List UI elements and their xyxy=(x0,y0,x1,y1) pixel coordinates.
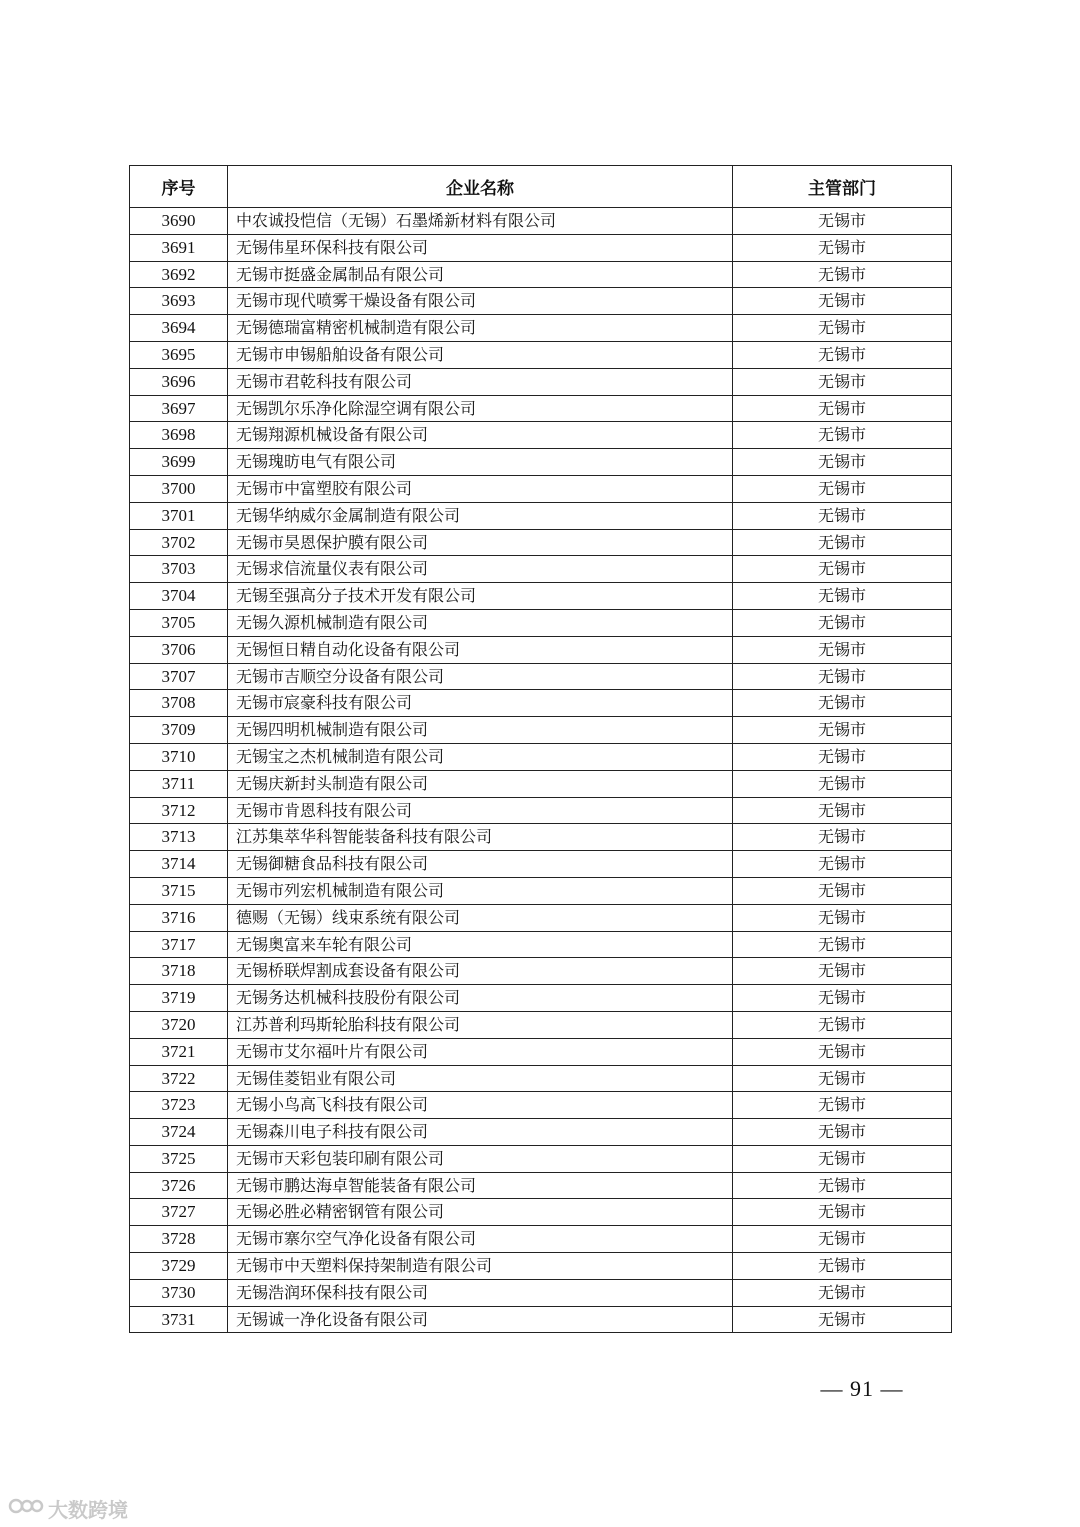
row-seq: 3699 xyxy=(130,449,228,476)
row-seq: 3708 xyxy=(130,690,228,717)
row-company-name: 无锡恒日精自动化设备有限公司 xyxy=(228,636,733,663)
table-row xyxy=(130,851,952,878)
row-company-name: 无锡四明机械制造有限公司 xyxy=(228,717,733,744)
row-company-name: 中农诚投恺信（无锡）石墨烯新材料有限公司 xyxy=(228,208,733,235)
row-dept: 无锡市 xyxy=(733,288,952,315)
row-company-name: 无锡市昊恩保护膜有限公司 xyxy=(228,529,733,556)
table-row xyxy=(130,1011,952,1038)
header-dept: 主管部门 xyxy=(733,166,952,208)
row-company-name: 无锡市肯恩科技有限公司 xyxy=(228,797,733,824)
watermark xyxy=(8,1494,128,1523)
table-row xyxy=(130,931,952,958)
row-company-name: 无锡至强高分子技术开发有限公司 xyxy=(228,583,733,610)
row-seq: 3730 xyxy=(130,1279,228,1306)
row-dept: 无锡市 xyxy=(733,743,952,770)
row-dept: 无锡市 xyxy=(733,663,952,690)
row-seq: 3711 xyxy=(130,770,228,797)
row-dept: 无锡市 xyxy=(733,475,952,502)
row-seq: 3697 xyxy=(130,395,228,422)
row-company-name: 无锡小鸟高飞科技有限公司 xyxy=(228,1092,733,1119)
table-row xyxy=(130,395,952,422)
row-seq: 3714 xyxy=(130,851,228,878)
row-company-name: 无锡市申锡船舶设备有限公司 xyxy=(228,341,733,368)
row-seq: 3729 xyxy=(130,1253,228,1280)
row-seq: 3701 xyxy=(130,502,228,529)
table-row xyxy=(130,1199,952,1226)
table-row xyxy=(130,422,952,449)
row-dept: 无锡市 xyxy=(733,395,952,422)
row-company-name: 无锡市君乾科技有限公司 xyxy=(228,368,733,395)
table-body xyxy=(130,208,952,1333)
table-row xyxy=(130,315,952,342)
row-seq: 3695 xyxy=(130,341,228,368)
row-seq: 3719 xyxy=(130,985,228,1012)
row-dept: 无锡市 xyxy=(733,824,952,851)
table-row xyxy=(130,663,952,690)
row-company-name: 无锡翔源机械设备有限公司 xyxy=(228,422,733,449)
table-row xyxy=(130,1092,952,1119)
row-company-name: 无锡市中天塑料保持架制造有限公司 xyxy=(228,1253,733,1280)
row-company-name: 江苏普利玛斯轮胎科技有限公司 xyxy=(228,1011,733,1038)
row-company-name: 无锡御糖食品科技有限公司 xyxy=(228,851,733,878)
row-seq: 3694 xyxy=(130,315,228,342)
row-seq: 3716 xyxy=(130,904,228,931)
row-seq: 3727 xyxy=(130,1199,228,1226)
row-company-name: 无锡务达机械科技股份有限公司 xyxy=(228,985,733,1012)
row-seq: 3710 xyxy=(130,743,228,770)
row-dept: 无锡市 xyxy=(733,770,952,797)
row-company-name: 无锡久源机械制造有限公司 xyxy=(228,609,733,636)
table-row xyxy=(130,717,952,744)
row-dept: 无锡市 xyxy=(733,1199,952,1226)
row-seq: 3720 xyxy=(130,1011,228,1038)
row-seq: 3705 xyxy=(130,609,228,636)
row-dept: 无锡市 xyxy=(733,208,952,235)
row-seq: 3726 xyxy=(130,1172,228,1199)
row-dept: 无锡市 xyxy=(733,422,952,449)
row-company-name: 无锡佳菱铝业有限公司 xyxy=(228,1065,733,1092)
row-dept: 无锡市 xyxy=(733,1119,952,1146)
row-dept: 无锡市 xyxy=(733,556,952,583)
row-dept: 无锡市 xyxy=(733,1011,952,1038)
row-dept: 无锡市 xyxy=(733,1145,952,1172)
row-company-name: 江苏集萃华科智能装备科技有限公司 xyxy=(228,824,733,851)
table-row xyxy=(130,368,952,395)
row-seq: 3691 xyxy=(130,234,228,261)
table-row xyxy=(130,904,952,931)
row-dept: 无锡市 xyxy=(733,609,952,636)
watermark-text: 大数跨境 xyxy=(48,1498,128,1522)
row-seq: 3703 xyxy=(130,556,228,583)
row-dept: 无锡市 xyxy=(733,1226,952,1253)
row-dept: 无锡市 xyxy=(733,1306,952,1333)
row-dept: 无锡市 xyxy=(733,1038,952,1065)
table-row xyxy=(130,690,952,717)
row-company-name: 无锡求信流量仪表有限公司 xyxy=(228,556,733,583)
row-dept: 无锡市 xyxy=(733,1172,952,1199)
row-dept: 无锡市 xyxy=(733,1253,952,1280)
row-company-name: 无锡宝之杰机械制造有限公司 xyxy=(228,743,733,770)
table-row xyxy=(130,1038,952,1065)
row-dept: 无锡市 xyxy=(733,636,952,663)
row-company-name: 无锡市宸豪科技有限公司 xyxy=(228,690,733,717)
table-row xyxy=(130,1253,952,1280)
row-company-name: 德赐（无锡）线束系统有限公司 xyxy=(228,904,733,931)
row-dept: 无锡市 xyxy=(733,1065,952,1092)
table-row xyxy=(130,1306,952,1333)
row-company-name: 无锡市挺盛金属制品有限公司 xyxy=(228,261,733,288)
row-company-name: 无锡奥富来车轮有限公司 xyxy=(228,931,733,958)
row-company-name: 无锡瑰昉电气有限公司 xyxy=(228,449,733,476)
row-company-name: 无锡森川电子科技有限公司 xyxy=(228,1119,733,1146)
row-seq: 3724 xyxy=(130,1119,228,1146)
row-dept: 无锡市 xyxy=(733,690,952,717)
table-row xyxy=(130,475,952,502)
row-seq: 3722 xyxy=(130,1065,228,1092)
table-row xyxy=(130,636,952,663)
row-seq: 3731 xyxy=(130,1306,228,1333)
row-seq: 3693 xyxy=(130,288,228,315)
row-seq: 3712 xyxy=(130,797,228,824)
table-row xyxy=(130,958,952,985)
table-row xyxy=(130,609,952,636)
row-company-name: 无锡诚一净化设备有限公司 xyxy=(228,1306,733,1333)
page-number: — 91 — xyxy=(820,1376,904,1401)
row-company-name: 无锡德瑞富精密机械制造有限公司 xyxy=(228,315,733,342)
row-seq: 3692 xyxy=(130,261,228,288)
row-seq: 3706 xyxy=(130,636,228,663)
row-company-name: 无锡必胜必精密钢管有限公司 xyxy=(228,1199,733,1226)
row-dept: 无锡市 xyxy=(733,529,952,556)
row-seq: 3707 xyxy=(130,663,228,690)
row-dept: 无锡市 xyxy=(733,234,952,261)
row-dept: 无锡市 xyxy=(733,958,952,985)
row-seq: 3713 xyxy=(130,824,228,851)
row-seq: 3696 xyxy=(130,368,228,395)
row-company-name: 无锡市吉顺空分设备有限公司 xyxy=(228,663,733,690)
table-row xyxy=(130,1119,952,1146)
table-row xyxy=(130,1226,952,1253)
table-row xyxy=(130,743,952,770)
row-company-name: 无锡市鹏达海卓智能装备有限公司 xyxy=(228,1172,733,1199)
table-row xyxy=(130,1065,952,1092)
row-company-name: 无锡凯尔乐净化除湿空调有限公司 xyxy=(228,395,733,422)
row-dept: 无锡市 xyxy=(733,261,952,288)
table-row xyxy=(130,877,952,904)
table-row xyxy=(130,288,952,315)
table-row xyxy=(130,824,952,851)
table-row xyxy=(130,449,952,476)
row-seq: 3702 xyxy=(130,529,228,556)
row-dept: 无锡市 xyxy=(733,797,952,824)
row-dept: 无锡市 xyxy=(733,341,952,368)
row-seq: 3725 xyxy=(130,1145,228,1172)
table-row xyxy=(130,770,952,797)
row-dept: 无锡市 xyxy=(733,1279,952,1306)
watermark-logo-icon xyxy=(8,1495,48,1522)
row-seq: 3717 xyxy=(130,931,228,958)
row-seq: 3721 xyxy=(130,1038,228,1065)
row-dept: 无锡市 xyxy=(733,877,952,904)
row-company-name: 无锡华纳威尔金属制造有限公司 xyxy=(228,502,733,529)
row-seq: 3709 xyxy=(130,717,228,744)
row-company-name: 无锡市列宏机械制造有限公司 xyxy=(228,877,733,904)
table-row xyxy=(130,234,952,261)
row-dept: 无锡市 xyxy=(733,904,952,931)
row-company-name: 无锡市天彩包装印刷有限公司 xyxy=(228,1145,733,1172)
header-company: 企业名称 xyxy=(228,166,733,208)
row-seq: 3698 xyxy=(130,422,228,449)
table-row xyxy=(130,985,952,1012)
row-company-name: 无锡伟星环保科技有限公司 xyxy=(228,234,733,261)
row-seq: 3718 xyxy=(130,958,228,985)
row-dept: 无锡市 xyxy=(733,985,952,1012)
row-dept: 无锡市 xyxy=(733,851,952,878)
row-dept: 无锡市 xyxy=(733,502,952,529)
table-row xyxy=(130,1172,952,1199)
row-company-name: 无锡浩润环保科技有限公司 xyxy=(228,1279,733,1306)
table-row xyxy=(130,797,952,824)
row-dept: 无锡市 xyxy=(733,315,952,342)
row-dept: 无锡市 xyxy=(733,717,952,744)
row-company-name: 无锡市寨尔空气净化设备有限公司 xyxy=(228,1226,733,1253)
row-seq: 3728 xyxy=(130,1226,228,1253)
table-row xyxy=(130,341,952,368)
table-row xyxy=(130,529,952,556)
row-seq: 3723 xyxy=(130,1092,228,1119)
row-company-name: 无锡桥联焊割成套设备有限公司 xyxy=(228,958,733,985)
table-row xyxy=(130,208,952,235)
row-company-name: 无锡市中富塑胶有限公司 xyxy=(228,475,733,502)
row-seq: 3690 xyxy=(130,208,228,235)
header-seq: 序号 xyxy=(130,166,228,208)
table-row xyxy=(130,583,952,610)
table-row xyxy=(130,1145,952,1172)
row-dept: 无锡市 xyxy=(733,449,952,476)
row-dept: 无锡市 xyxy=(733,583,952,610)
table-row xyxy=(130,556,952,583)
table-header-row xyxy=(130,166,952,208)
company-table xyxy=(129,165,952,1333)
table-row xyxy=(130,502,952,529)
table-row xyxy=(130,261,952,288)
row-company-name: 无锡市现代喷雾干燥设备有限公司 xyxy=(228,288,733,315)
row-dept: 无锡市 xyxy=(733,1092,952,1119)
row-dept: 无锡市 xyxy=(733,368,952,395)
row-company-name: 无锡庆新封头制造有限公司 xyxy=(228,770,733,797)
row-dept: 无锡市 xyxy=(733,931,952,958)
row-seq: 3715 xyxy=(130,877,228,904)
row-company-name: 无锡市艾尔福叶片有限公司 xyxy=(228,1038,733,1065)
row-seq: 3704 xyxy=(130,583,228,610)
table-row xyxy=(130,1279,952,1306)
row-seq: 3700 xyxy=(130,475,228,502)
